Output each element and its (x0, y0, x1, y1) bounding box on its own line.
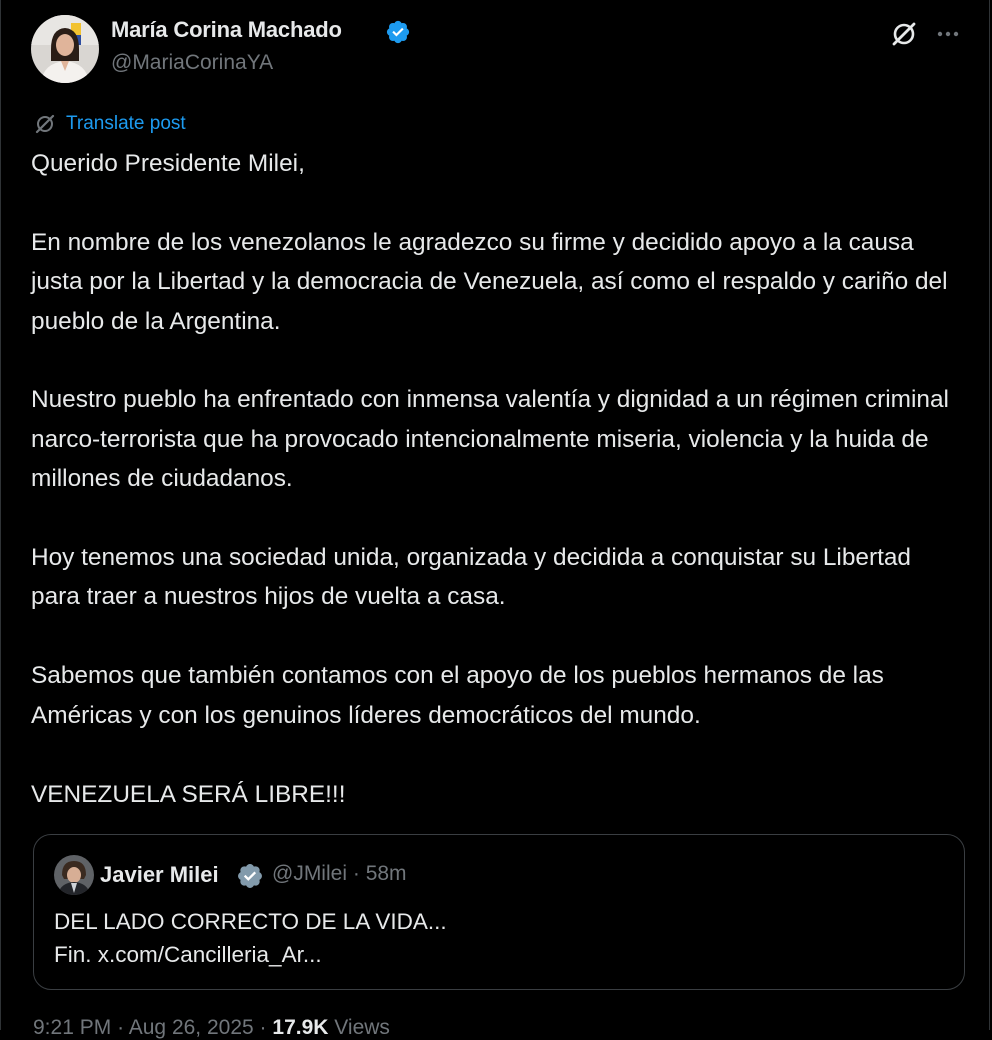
quoted-time-ago[interactable]: 58m (365, 862, 407, 885)
meta-separator: · (352, 862, 360, 885)
author-name[interactable]: María Corina Machado (111, 17, 342, 42)
footer-separator: · (117, 1016, 125, 1039)
translate-icon (33, 112, 57, 136)
translate-post-link[interactable] (33, 110, 186, 138)
quoted-post-meta (272, 862, 407, 886)
views-label: Views (334, 1016, 390, 1039)
quoted-post-card[interactable] (33, 834, 965, 990)
author-avatar[interactable] (31, 15, 99, 83)
views-count: 17.9K (272, 1016, 329, 1039)
post-paragraph: Querido Presidente Milei, (31, 150, 305, 177)
quoted-line: DEL LADO CORRECTO DE LA VIDA... (54, 909, 447, 934)
post-body (31, 144, 966, 814)
verified-badge-icon (236, 862, 264, 890)
post-time[interactable]: 9:21 PM (33, 1016, 112, 1039)
quoted-line-link[interactable]: Fin. x.com/Cancilleria_Ar... (54, 942, 322, 967)
post-paragraph: Sabemos que también contamos con el apoyo de los pueblos hermanos de las Américas y con los genuinos líderes democráticos del mundo. (31, 662, 890, 729)
post-paragraph: En nombre de los venezolanos le agradezco su firme y decidido apoyo a la causa justa por la Libertad y la democracia de Venezuela, así como el respaldo y cariño del pueblo de la Argentina. (31, 228, 955, 335)
quoted-post-text (54, 905, 447, 971)
translate-label: Translate post (66, 113, 186, 134)
author-handle[interactable]: @MariaCorinaYA (111, 51, 274, 74)
post-paragraph: Nuestro pueblo ha enfrentado con inmensa valentía y dignidad a un régimen criminal narco-terrorista que ha provocado intencionalmente miseria, violencia y la huida de millones de ciudadanos. (31, 386, 956, 493)
more-options-icon[interactable] (931, 17, 965, 51)
grok-icon[interactable] (887, 17, 921, 51)
quoted-author-avatar[interactable] (54, 855, 94, 895)
post-footer (33, 1016, 390, 1040)
verified-badge-icon (385, 19, 411, 45)
post-date[interactable]: Aug 26, 2025 (128, 1016, 254, 1039)
post-paragraph: VENEZUELA SERÁ LIBRE!!! (31, 780, 346, 808)
quoted-author-handle[interactable]: @JMilei (272, 862, 347, 885)
post-paragraph: Hoy tenemos una sociedad unida, organizada y decidida a conquistar su Libertad para traer a nuestros hijos de vuelta a casa. (31, 544, 918, 611)
quoted-author-name[interactable]: Javier Milei (100, 862, 219, 887)
footer-separator: · (259, 1016, 267, 1039)
